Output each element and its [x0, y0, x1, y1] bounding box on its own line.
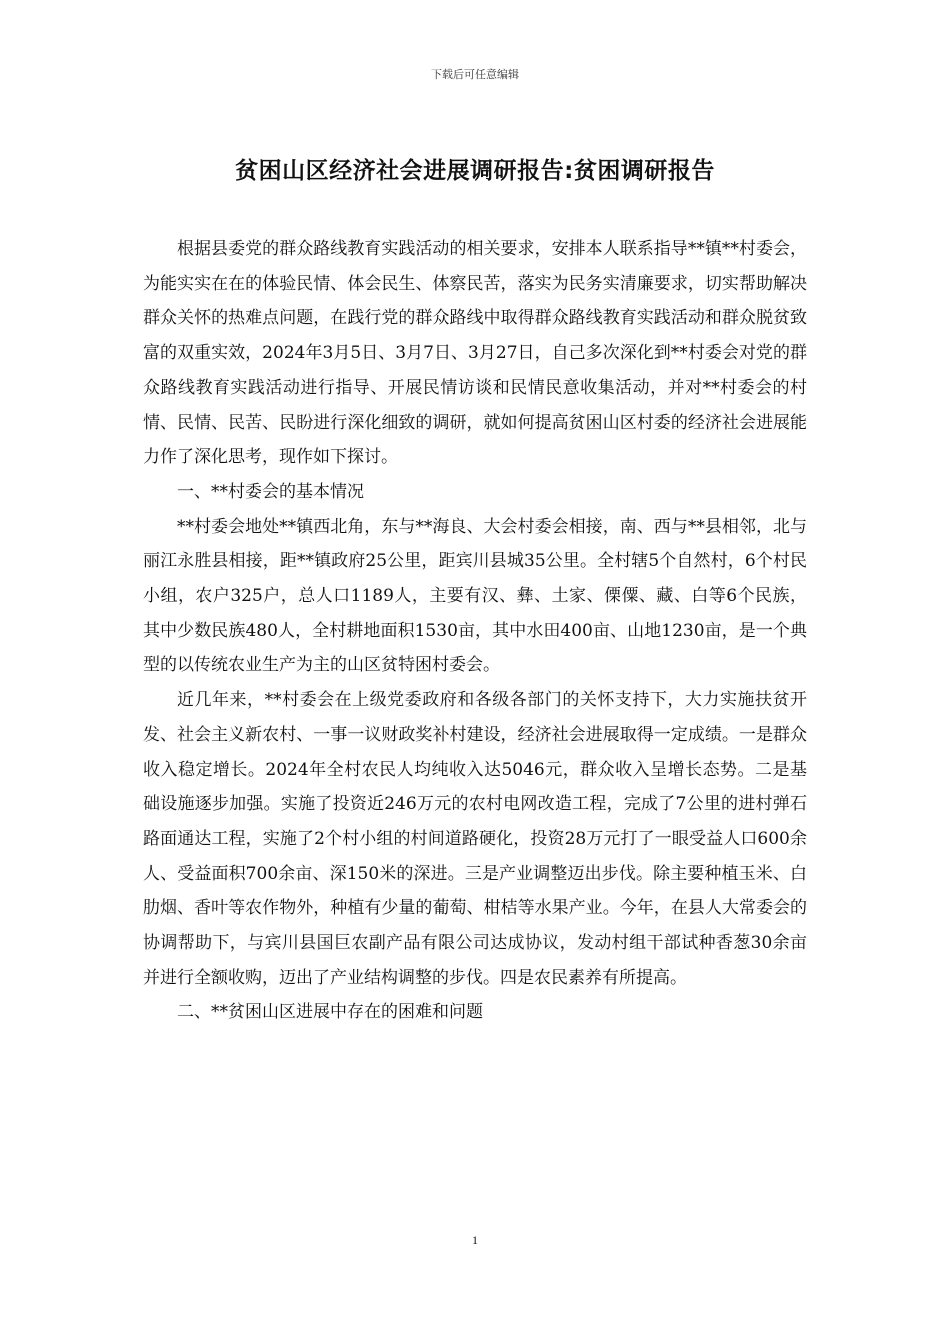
paragraph-village-overview: **村委会地处**镇西北角，东与**海良、大会村委会相接，南、西与**县相邻，北与丽江永胜县相接，距**镇政府25公里，距宾川县城35公里。全村辖5个自然村，6个村民小组，农户325户，总人口1189人，主要有汉、彝、土家、傈僳、藏、白等6个民族，其中少数民族480人，全村耕地面积1530亩，其中水田400亩、山地1230亩，是一个典型的以传统农业生产为主的山区贫特困村委会。: [143, 516, 807, 676]
paragraph-intro: 根据县委党的群众路线教育实践活动的相关要求，安排本人联系指导**镇**村委会，为能实实在在的体验民情、体会民生、体察民苦，落实为民务实清廉要求，切实帮助解决群众关怀的热难点问题，在践行党的群众路线中取得群众路线教育实践活动和群众脱贫致富的双重实效，2024年3月5日、3月7日、3月27日，自己多次深化到**村委会对党的群众路线教育实践活动进行指导、开展民情访谈和民情民意收集活动，并对**村委会的村情、民情、民苦、民盼进行深化细致的调研，就如何提高贫困山区村委的经济社会进展能力作了深化思考，现作如下探讨。: [143, 239, 807, 468]
document-body: [143, 232, 807, 1030]
page-header-note: 下载后可任意编辑: [431, 68, 519, 81]
paragraph-recent-progress: 近几年来，**村委会在上级党委政府和各级各部门的关怀支持下，大力实施扶贫开发、社会主义新农村、一事一议财政奖补村建设，经济社会进展取得一定成绩。一是群众收入稳定增长。2024年全村农民人均纯收入达5046元，群众收入呈增长态势。二是基础设施逐步加强。实施了投资近246万元的农村电网改造工程，完成了7公里的进村弹石路面通达工程，实施了2个村小组的村间道路硬化，投资28万元打了一眼受益人口600余人、受益面积700余亩、深150米的深进。三是产业调整迈出步伐。除主要种植玉米、白肋烟、香叶等农作物外，种植有少量的葡萄、柑桔等水果产业。今年，在县人大常委会的协调帮助下，与宾川县国巨农副产品有限公司达成协议，发动村组干部试种香葱30余亩并进行全额收购，迈出了产业结构调整的步伐。四是农民素养有所提高。: [143, 690, 807, 988]
section-heading-basic-situation: 一、**村委会的基本情况: [177, 481, 364, 502]
document-title: 贫困山区经济社会进展调研报告:贫困调研报告: [235, 158, 715, 184]
page-number: 1: [472, 1233, 478, 1247]
section-heading-problems: 二、**贫困山区进展中存在的困难和问题: [177, 1002, 483, 1023]
